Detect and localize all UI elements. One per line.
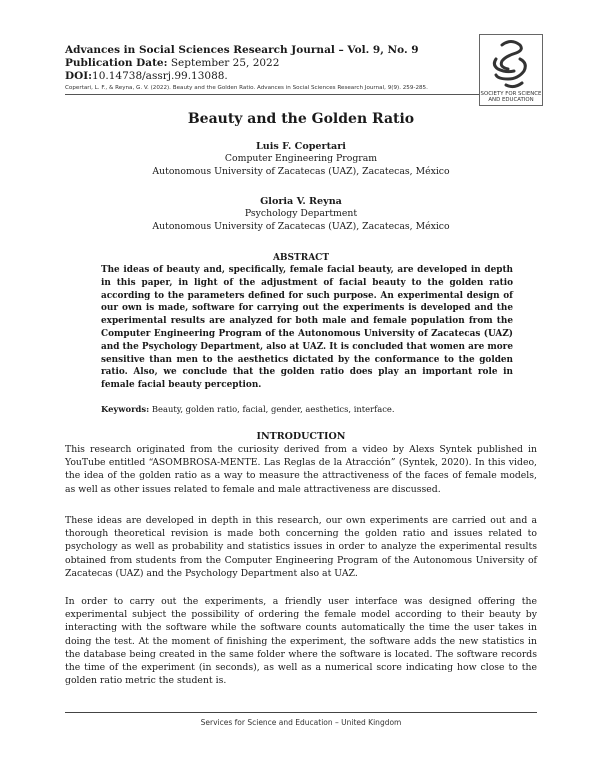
author-department: Psychology Department (244, 208, 358, 219)
logo-caption-1: SOCIETY FOR SCIENCE (480, 91, 542, 97)
intro-paragraph-2: These ideas are developed in depth in this research, our own experiments are carried out and a thorough theoretical revision is made both concerning the golden ratio and issues related to psychology as well as probability and statistics issues in order to analyze the experimental results obtained from students from the Computer Engineering Program of the Autonomous University of Zacatecas (UAZ) and the Psychology Department also at UAZ. (65, 515, 537, 579)
citation-line: Copertari, L. F., & Reyna, G. V. (2022). Beauty and the Golden Ratio. Advances in Social Sciences Research Journal, 9(9). 259-285. (65, 85, 428, 91)
paper-title: Beauty and the Golden Ratio (187, 111, 415, 127)
publication-date: Publication Date: September 25, 2022 (65, 57, 280, 69)
author-institution: Autonomous University of Zacatecas (UAZ), Zacatecas, México (152, 221, 450, 232)
footer-rule (65, 712, 537, 713)
page-footer: Services for Science and Education – United Kingdom (200, 718, 402, 727)
abstract-heading: ABSTRACT (272, 253, 330, 263)
keywords (101, 404, 513, 414)
journal-title: Advances in Social Sciences Research Journal – Vol. 9, No. 9 (65, 44, 419, 56)
header-rule (65, 94, 537, 95)
author-name: Gloria V. Reyna (260, 196, 342, 207)
author-institution: Autonomous University of Zacatecas (UAZ), Zacatecas, México (152, 166, 450, 177)
introduction-heading: INTRODUCTION (256, 431, 346, 442)
logo-caption-2: AND EDUCATION (488, 97, 534, 103)
author-block-2 (65, 196, 537, 233)
author-name: Luis F. Copertari (256, 141, 346, 152)
keywords-label: Keywords: (101, 404, 150, 414)
society-logo (479, 34, 543, 106)
sse-logo-icon (480, 35, 542, 89)
doi-link[interactable]: 10.14738/assrj.99.13088. (92, 70, 228, 82)
intro-paragraph-3: In order to carry out the experiments, a friendly user interface was designed offering the experimental subject the possibility of ordering the female model according to their beauty by interacting with the software while the software counts automatically the time the user takes in doing the test. At the moment of finishing the experiment, the software adds the new statistics in the database being created in the same folder where the software is located. The software records the time of the experiment (in seconds), as well as a numerical score indicating how close to the golden ratio metric the student is. (65, 596, 537, 687)
author-department: Computer Engineering Program (224, 153, 378, 164)
doi: DOI:10.14738/assrj.99.13088. (65, 70, 228, 82)
keywords-value: Beauty, golden ratio, facial, gender, aesthetics, interface. (151, 404, 395, 414)
abstract-text: The ideas of beauty and, specifically, female facial beauty, are developed in depth in this paper, in light of the adjustment of facial beauty to the golden ratio according to the parameters defined for such purpose. An experimental design of our own is made, software for carrying out the experiments is developed and the experimental results are analyzed for both male and female population from the Computer Engineering Program of the Autonomous University of Zacatecas (UAZ) and the Psychology Department, also at UAZ. It is concluded that women are more sensitive than men to the aesthetics dictated by the conformance to the golden ratio. Also, we conclude that the golden ratio does play an important role in female facial beauty perception. (101, 265, 513, 391)
intro-paragraph-1: This research originated from the curiosity derived from a video by Alexs Syntek published in YouTube entitled “ASOMBROSA-MENTE. Las Reglas de la Atracción” (Syntek, 2020). In this video, the idea of the golden ratio as a way to measure the attractiveness of the faces of female models, as well as other issues related to female and male attractiveness are discussed. (65, 444, 537, 495)
journal-header (65, 44, 419, 83)
author-block-1 (65, 141, 537, 178)
